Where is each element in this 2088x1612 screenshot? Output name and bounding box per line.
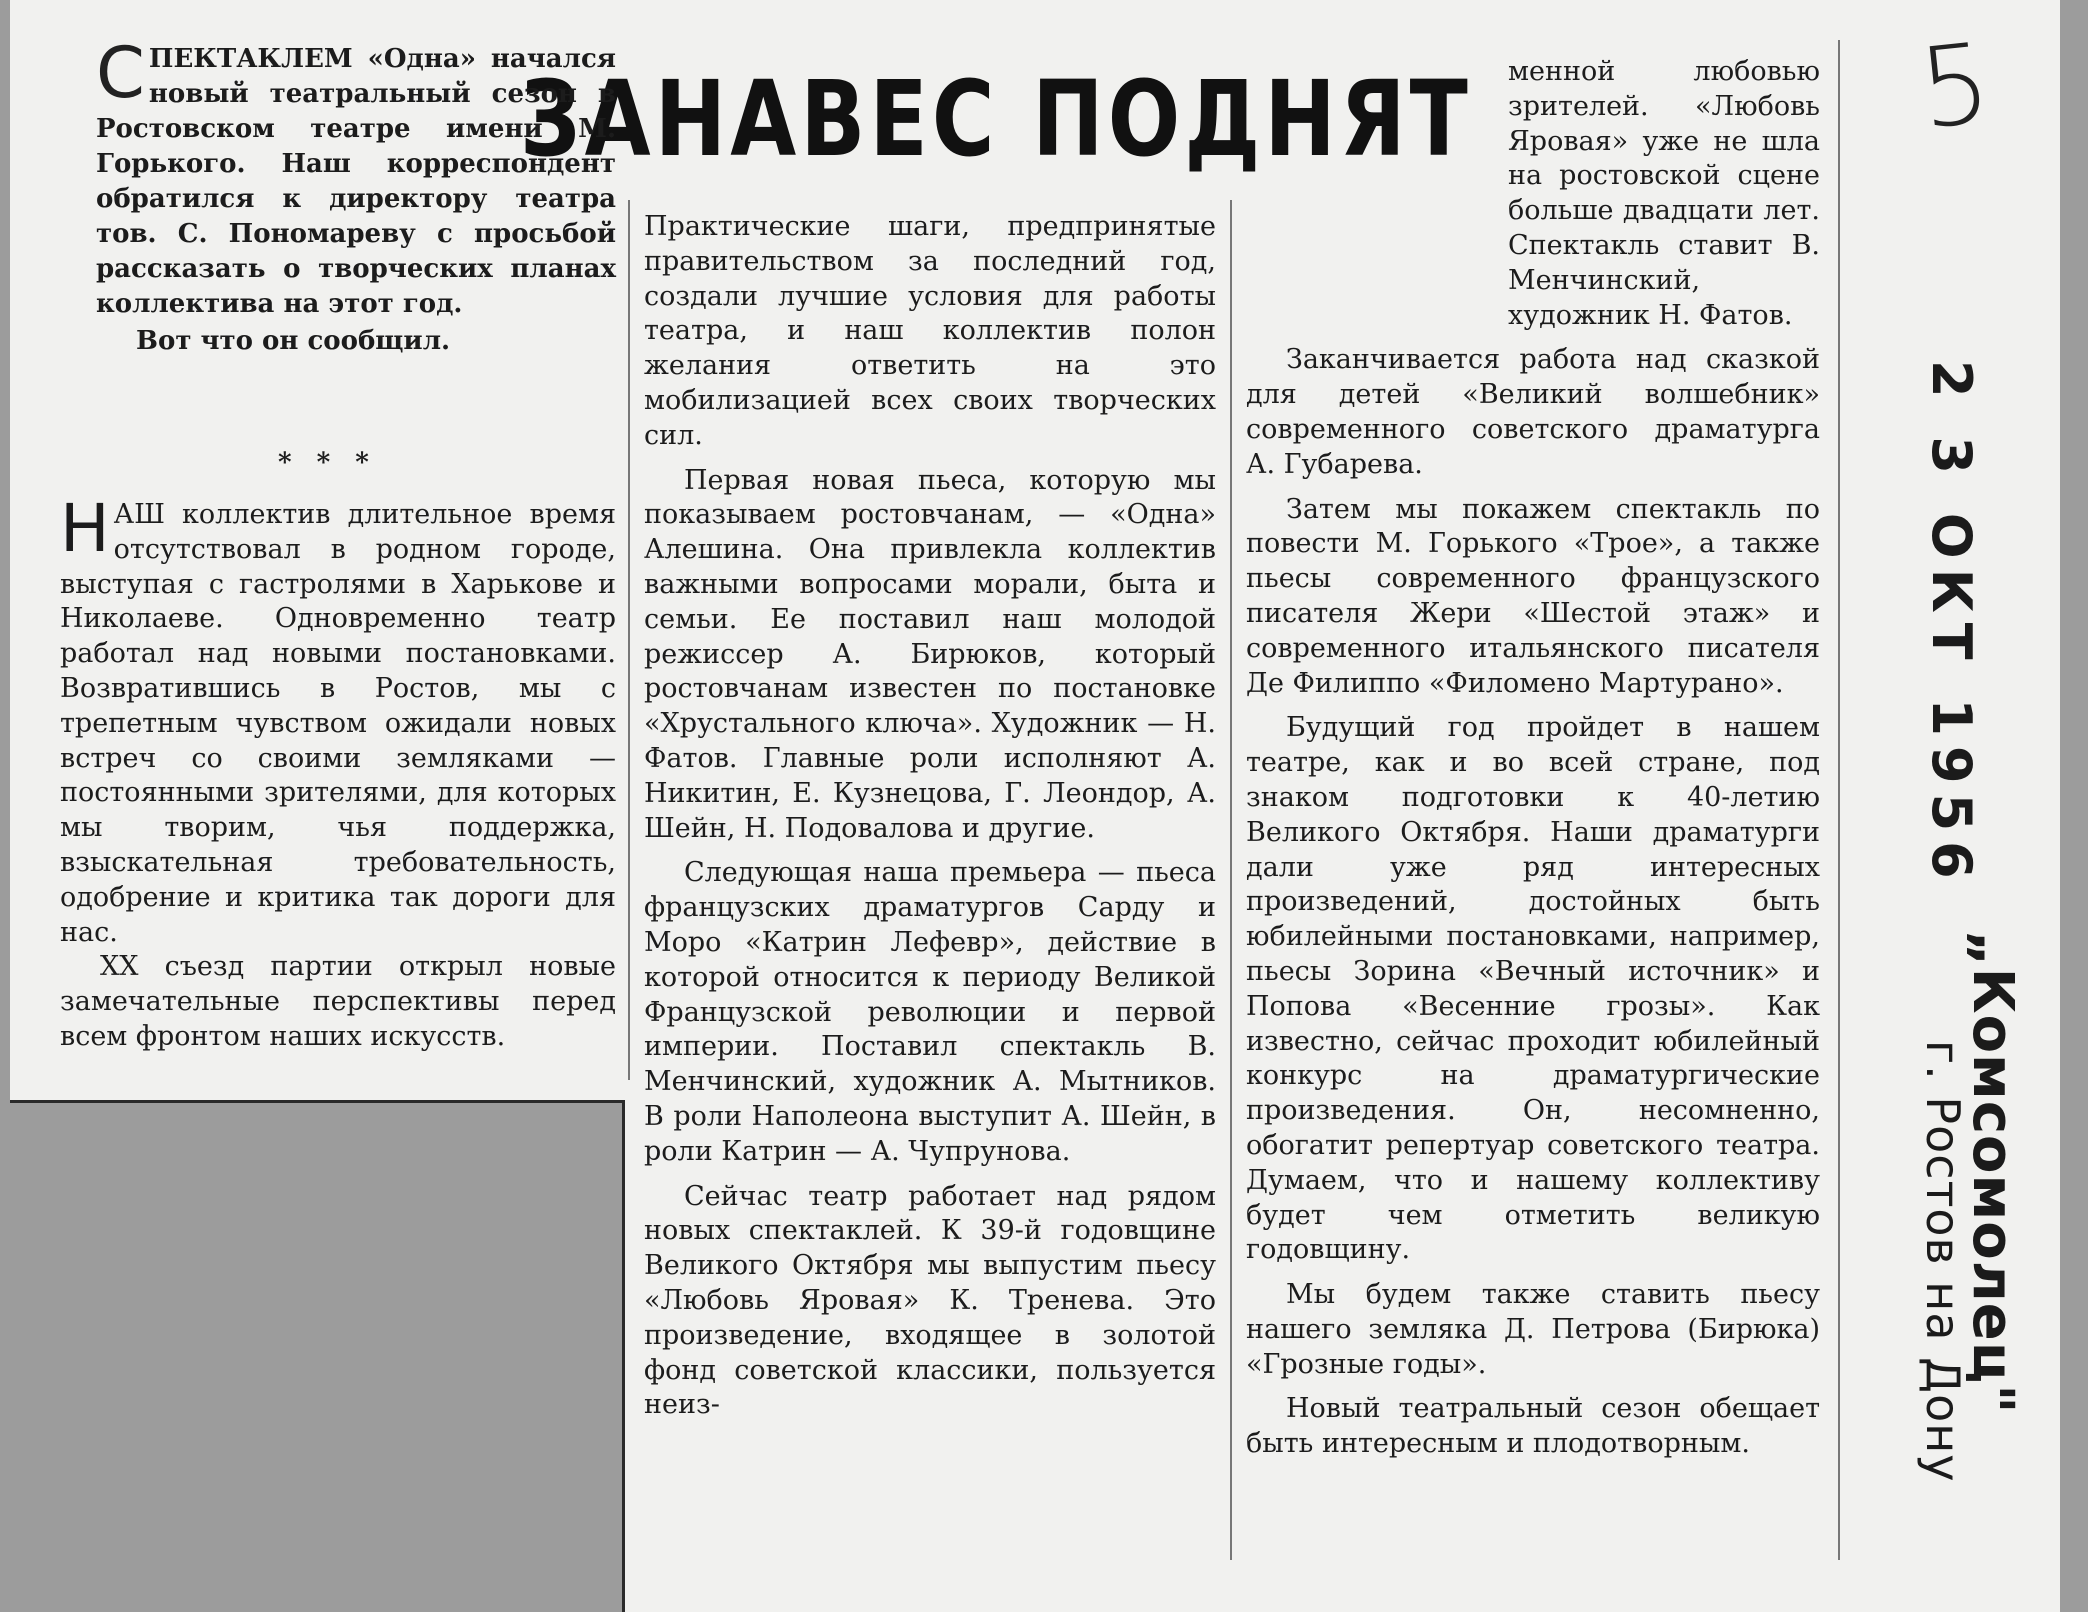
lead-signoff: Вот что он сообщил. bbox=[136, 326, 451, 356]
headline: ЗАНАВЕС ПОДНЯТ bbox=[520, 58, 1472, 180]
col3-paragraph: Мы будем также ставить пьесу нашего земляка Д. Петрова (Бирюка) «Грозные годы». bbox=[1246, 1279, 1820, 1380]
lead-paragraph bbox=[96, 32, 616, 359]
column-rule bbox=[1838, 40, 1840, 1560]
col2-paragraph: Сейчас театр работает над рядом новых спектаклей. К 39-й годовщине Великого Октября мы выпустим пьесу «Любовь Яровая» К. Тренева. Это произведение, входящее в золотой фонд советской классики, пользуется неиз- bbox=[644, 1180, 1216, 1421]
column-rule bbox=[1230, 200, 1232, 1560]
column-3 bbox=[1246, 56, 1820, 1462]
col3-paragraph: Новый театральный сезон обещает быть интересным и плодотворным. bbox=[1246, 1393, 1820, 1460]
col3-continuation: менной любовью зрителей. «Любовь Яровая» уже не шла на ростовской сцене больше двадцати лет. Спектакль ставит В. Менчинский, художник Н. Фатов. bbox=[1508, 56, 1820, 331]
newspaper-stamp: „Комсомолец" bbox=[1960, 930, 2025, 1415]
clipping-edge bbox=[622, 1100, 625, 1612]
column-rule bbox=[628, 200, 630, 1080]
section-separator: * * * bbox=[278, 448, 377, 478]
col1-drop-cap: Н bbox=[60, 490, 110, 567]
city-stamp: г. Ростов на Дону bbox=[1916, 1040, 1970, 1483]
col2-paragraph: Практические шаги, предпринятые правительством за последний год, создали лучшие условия для работы театра, и наш коллектив полон желания ответить на это мобилизацией всех своих творческих сил. bbox=[644, 211, 1216, 451]
col3-paragraph: Затем мы покажем спектакль по повести М. Горького «Трое», а также пьесы современного французского писателя Жери «Шестой этаж» и современного итальянского писателя Де Филиппо «Филомено Мартурано». bbox=[1246, 493, 1820, 699]
col1-paragraph: АШ коллектив длительное время отсутствовал в родном городе, выступая с гастролями в Харькове и Николаеве. Одновременно театр работал над новыми постановками. Возвратившись в Ростов, мы с трепетным чувством ожидали новых встреч со своими земляками — постоянными зрителями, для которых мы творим, чья поддержка, взыскательная требовательность, одобрение и критика так дороги для нас. bbox=[60, 499, 616, 948]
col3-paragraph: Будущий год пройдет в нашем театре, как и во всей стране, под знаком подготовки к 40-летию Великого Октября. Наши драматурги дали уже ряд интересных произведений, достойных быть юбилейными постановками, например, пьесы Зорина «Вечный источник» и Попова «Весенние грозы». Как известно, сейчас проходит юбилейный конкурс на драматургические произведения. Он, несомненно, обогатит репертуар советского театра. Думаем, что и нашему коллективу будет чем отметить великую годовщину. bbox=[1246, 712, 1820, 1266]
col2-paragraph: Следующая наша премьера — пьеса французских драматургов Сарду и Моро «Катрин Лефевр», действие в которой относится к периоду Великой Французской революции и первой империи. Поставил спектакль В. Менчинский, художник А. Мытников. В роли Наполеона выступит А. Шейн, в роли Катрин — А. Чупрунова. bbox=[644, 857, 1216, 1167]
col3-paragraph: Заканчивается работа над сказкой для детей «Великий волшебник» современного советского драматурга А. Губарева. bbox=[1246, 344, 1820, 480]
column-1 bbox=[60, 490, 616, 1055]
lead-drop-cap: С bbox=[96, 32, 145, 114]
lead-text: ПЕКТАКЛЕМ «Одна» начался новый театральный сезон в Ростовском театре имени М. Горького. Наш корреспондент обратился к директору театра тов. С. Пономареву с просьбой рассказать о творческих планах коллектива на этот год. bbox=[96, 44, 616, 319]
column-2 bbox=[644, 210, 1216, 1423]
clipping-edge bbox=[10, 1100, 622, 1103]
page-mark: 5 bbox=[1913, 18, 1997, 154]
col1-paragraph: XX съезд партии открыл новые замечательные перспективы перед всем фронтом наших искусств. bbox=[60, 951, 616, 1052]
date-stamp: 2 3 ОКТ 1956 bbox=[1920, 360, 1983, 889]
col2-paragraph: Первая новая пьеса, которую мы показываем ростовчанам, — «Одна» Алешина. Она привлекла коллектив важными вопросами морали, быта и семьи. Ее поставил наш молодой режиссер А. Бирюков, который ростовчанам известен по постановке «Хрустального ключа». Художник — Н. Фатов. Главные роли исполняют А. Никитин, Е. Кузнецова, Г. Леондор, А. Шейн, Н. Подовалова и другие. bbox=[644, 464, 1216, 844]
